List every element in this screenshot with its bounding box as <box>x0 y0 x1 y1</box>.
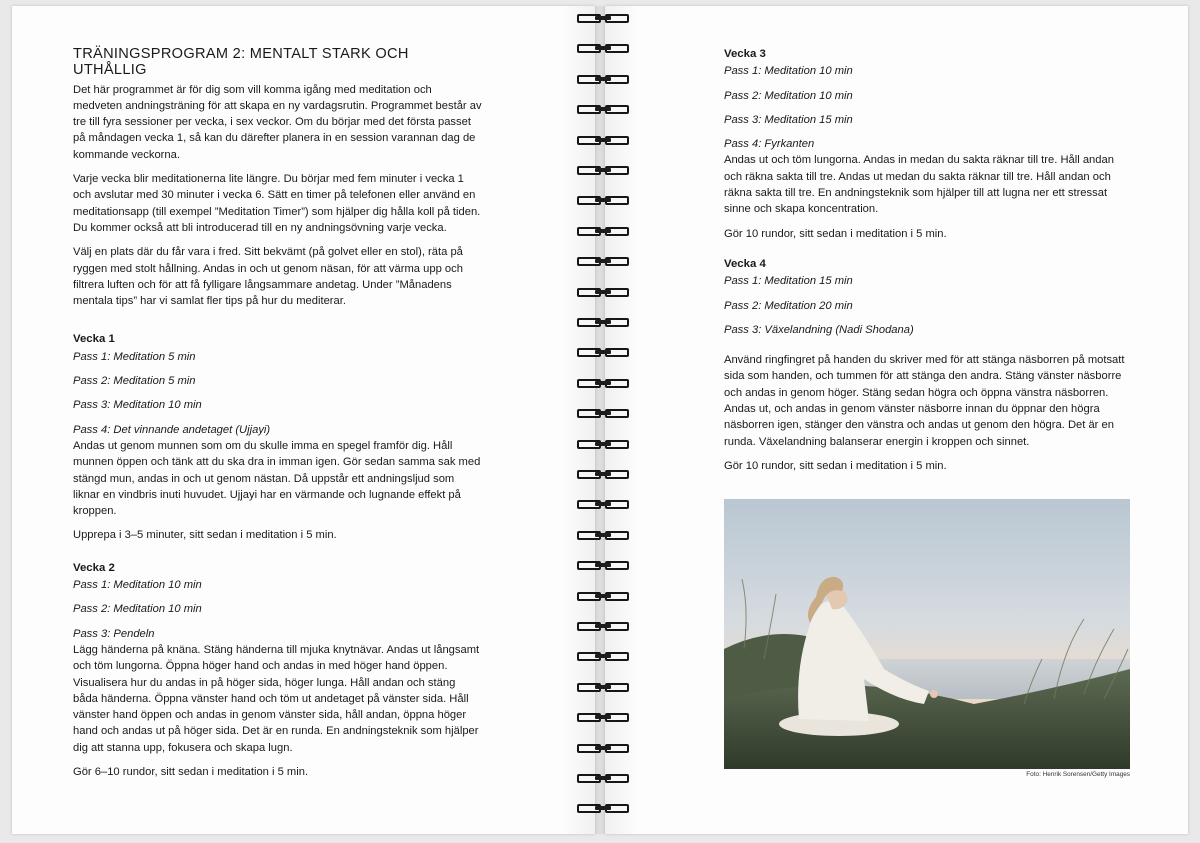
spiral-ring <box>577 288 629 297</box>
spiral-ring <box>577 44 629 53</box>
intro-paragraph-3: Välj en plats där du får vara i fred. Sitt bekvämt (på golvet eller en stol), räta på ryggen med stolt hållning. Andas in och ut genom näsan, för att värma upp och filtrera luften och för att få fylligare långsammare andetag. Under ”Månadens mentala tips” har vi samlat fler tips på hur du mediterar. <box>73 246 463 308</box>
week-4-description: Använd ringfingret på handen du skriver med för att stänga näsborren på motsatt sida som handen, och tummen för att stänga den andra. Stäng vänster näsborre och andas in genom höger. Stäng sedan högra och öppna vänstra näsborren. Andas ut, och andas in genom vänster näsborre innan du öppnar den högra näsborren igen, stänger den vänstra och andas ut genom den högra. Det är en runda. Växelandning balanserar energin i kroppen och sinnet. <box>724 354 1125 448</box>
spiral-ring <box>577 136 629 145</box>
week-3-description: Andas ut och töm lungorna. Andas in medan du sakta räknar till tre. Håll andan och räkna sakta till tre. Andas ut medan du sakta räknar till tre. Håll andan och räkna sakta till tre. En andningsteknik som hjälper till att lugna ner ett stressat sinne och skapa koncentration. <box>724 154 1114 216</box>
spiral-ring <box>577 713 629 722</box>
spiral-ring <box>577 75 629 84</box>
week-1-pass-2: Pass 2: Meditation 5 min <box>73 375 196 388</box>
week-1-description: Andas ut genom munnen som om du skulle imma en spegel framför dig. Håll munnen öppen och tänk att du ska dra in imman igen. Gör sedan samma sak med stängd mun, andas in och ut genom nästan. Då uppstår ett andningsljud som liknar en vindbris inuti huvudet. Ujjayi har en värmande och lugnande effekt på kroppen. <box>73 439 481 518</box>
week-1-repeat: Upprepa i 3–5 minuter, sitt sedan i meditation i 5 min. <box>73 529 337 542</box>
week-3-heading: Vecka 3 <box>724 48 766 60</box>
week-4-pass-3: Pass 3: Växelandning (Nadi Shodana) <box>724 323 914 336</box>
spiral-ring <box>577 561 629 570</box>
week-1-heading: Vecka 1 <box>73 333 115 346</box>
week-2-repeat: Gör 6–10 rundor, sitt sedan i meditation i 5 min. <box>73 765 309 778</box>
spiral-ring <box>577 196 629 205</box>
week-1-pass-3: Pass 3: Meditation 10 min <box>73 399 202 412</box>
spiral-ring <box>577 14 629 23</box>
week-1-pass-4: Pass 4: Det vinnande andetaget (Ujjayi) <box>73 423 271 436</box>
week-3-pass-3: Pass 3: Meditation 15 min <box>724 113 853 126</box>
intro-paragraph-1: Det här programmet är för dig som vill komma igång med meditation och medveten andningsträning för att skapa en ny vardagsrutin. Programmet består av tre till fyra sessioner per vecka, i sex veckor. Om du börjar med det första passet på måndagen vecka 1, så kan du därefter planera in en session varannan dag de kommande veckorna. <box>73 83 482 161</box>
spiral-ring <box>577 774 629 783</box>
week-3-pass-1: Pass 1: Meditation 10 min <box>724 65 853 78</box>
spiral-ring <box>577 683 629 692</box>
intro-paragraph-2: Varje vecka blir meditationerna lite längre. Du börjar med fem minuter i vecka 1 och avslutar med 30 minuter i vecka 6. Sätt en timer på telefonen eller använd en meditationsapp (till exempel ”Meditation Timer”) som hjälper dig hålla koll på tiden. Du kommer också att bli introducerad till en ny andningsövning varje vecka. <box>73 173 481 234</box>
spiral-ring <box>577 531 629 540</box>
spiral-ring <box>577 804 629 813</box>
week-2-description: Lägg händerna på knäna. Stäng händerna till mjuka knytnävar. Andas ut långsamt och töm lungorna. Öppna höger hand och andas in med höger hand öppen. Visualisera hur du andas in på höger sida, höger lunga. Håll andan och stäng båda händerna. Öppna vänster hand och töm ut andetaget på vänster sida. Håll vänster hand öppen och andas in genom vänster sida, håll andan, öppna höger hand och andas ut på höger sida. Det är en runda. En andningsteknik som hjälper dig att stanna upp, fokusera och skapa lugn. <box>73 643 480 754</box>
photo-credit: Foto: Henrik Sorensen/Getty Images <box>1026 771 1130 778</box>
week-2-pass-1: Pass 1: Meditation 10 min <box>73 579 202 592</box>
spiral-ring <box>577 257 629 266</box>
week-3-repeat: Gör 10 rundor, sitt sedan i meditation i 5 min. <box>724 227 947 240</box>
spiral-ring <box>577 105 629 114</box>
week-3-pass-2: Pass 2: Meditation 10 min <box>724 89 853 102</box>
gutter-shadow <box>560 6 640 834</box>
spiral-ring <box>577 744 629 753</box>
spiral-ring <box>577 592 629 601</box>
meditation-photo <box>724 499 1130 769</box>
spiral-ring <box>577 227 629 236</box>
spiral-ring <box>577 318 629 327</box>
week-4-pass-2: Pass 2: Meditation 20 min <box>724 299 853 312</box>
program-title: TRÄNINGSPROGRAM 2: MENTALT STARK OCH UTHÅLLIG <box>73 46 409 79</box>
spiral-ring <box>577 440 629 449</box>
week-2-heading: Vecka 2 <box>73 561 115 574</box>
spiral-ring <box>577 622 629 631</box>
spiral-ring <box>577 652 629 661</box>
left-column <box>73 46 483 788</box>
week-2-pass-3: Pass 3: Pendeln <box>73 627 155 640</box>
spiral-ring <box>577 500 629 509</box>
week-4-repeat: Gör 10 rundor, sitt sedan i meditation i 5 min. <box>724 459 947 472</box>
week-2-pass-2: Pass 2: Meditation 10 min <box>73 603 202 616</box>
week-4-heading: Vecka 4 <box>724 257 766 270</box>
right-column <box>724 46 1132 482</box>
spiral-ring <box>577 470 629 479</box>
week-3-pass-4: Pass 4: Fyrkanten <box>724 138 815 151</box>
spiral-ring <box>577 379 629 388</box>
spiral-ring <box>577 409 629 418</box>
spiral-ring <box>577 166 629 175</box>
week-1-pass-1: Pass 1: Meditation 5 min <box>73 350 196 363</box>
spiral-ring <box>577 348 629 357</box>
week-4-pass-1: Pass 1: Meditation 15 min <box>724 275 853 288</box>
